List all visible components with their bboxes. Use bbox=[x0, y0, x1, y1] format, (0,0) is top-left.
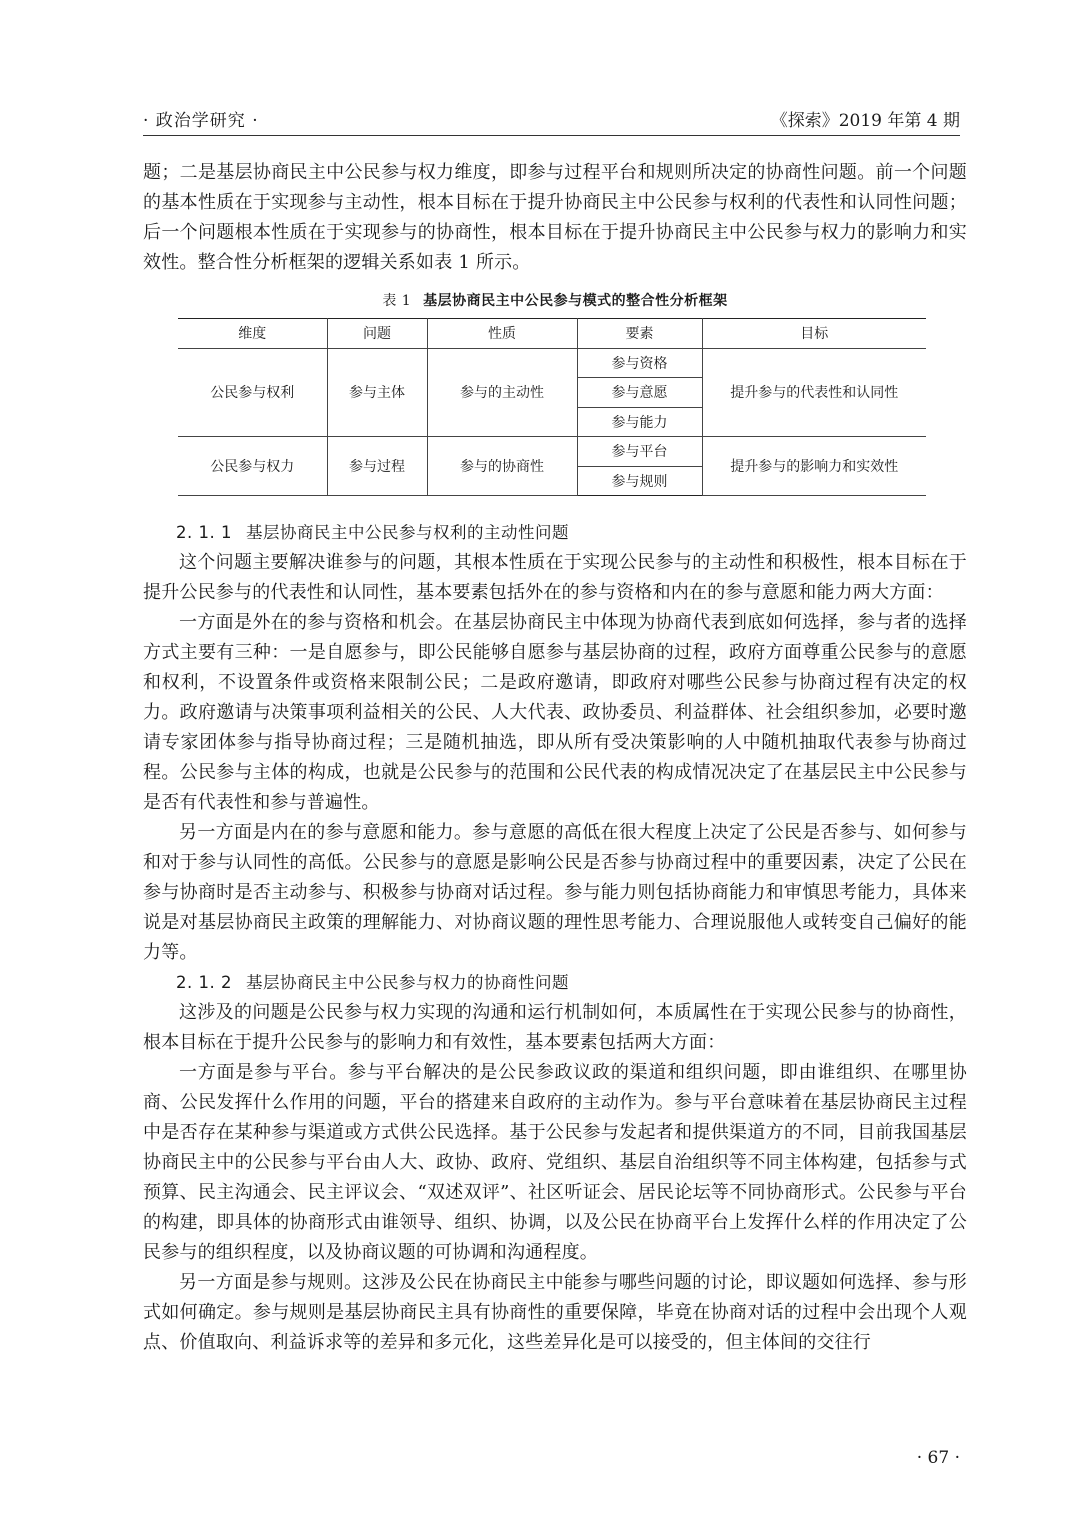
cell-goal-influence: 提升参与的影响力和实效性 bbox=[702, 437, 926, 496]
cell-dimension-rights: 公民参与权利 bbox=[178, 348, 327, 437]
cell-element: 参与规则 bbox=[577, 466, 702, 496]
cell-issue-subject: 参与主体 bbox=[327, 348, 427, 437]
paragraph: 另一方面是参与规则。这涉及公民在协商民主中能参与哪些问题的讨论，即议题如何选择、参与形式如何确定。参与规则是基层协商民主具有协商性的重要保障，毕竟在协商对话的过程中会出现个人观点、价值取向、利益诉求等的差异和多元化，这些差异化是可以接受的，但主体间的交往行 bbox=[143, 1272, 967, 1353]
header-cell-dimension: 维度 bbox=[178, 319, 327, 349]
section-title: 基层协商民主中公民参与权力的协商性问题 bbox=[245, 973, 569, 992]
header-cell-nature: 性质 bbox=[427, 319, 577, 349]
table-row bbox=[178, 437, 926, 467]
cell-element: 参与资格 bbox=[577, 348, 702, 378]
paragraph: 一方面是参与平台。参与平台解决的是公民参政议政的渠道和组织问题，即由谁组织、在哪里协商、公民发挥什么作用的问题，平台的搭建来自政府的主动作为。参与平台意味着在基层协商民主过程中是否存在某种参与渠道或方式供公民选择。基于公民参与发起者和提供渠道方的不同，目前我国基层协商民主中的公民参与平台由人大、政协、政府、党组织、基层自治组织等不同主体构建，包括参与式预算、民主沟通会、民主评议会、“双述双评”、社区听证会、居民论坛等不同协商形式。公民参与平台的构建，即具体的协商形式由谁领导、组织、协调，以及公民在协商平台上发挥什么样的作用决定了公民参与的组织程度，以及协商议题的可协调和沟通程度。 bbox=[143, 1062, 967, 1263]
cell-nature-deliberative: 参与的协商性 bbox=[427, 437, 577, 496]
table-caption bbox=[143, 290, 967, 310]
section-heading-2-1-2 bbox=[143, 968, 967, 998]
cell-dimension-power: 公民参与权力 bbox=[178, 437, 327, 496]
table-header-row bbox=[178, 319, 926, 349]
cell-element: 参与能力 bbox=[577, 407, 702, 437]
table-label: 表 1 bbox=[382, 293, 412, 309]
table-row bbox=[178, 348, 926, 378]
header-cell-goal: 目标 bbox=[702, 319, 926, 349]
paragraph: 这个问题主要解决谁参与的问题，其根本性质在于实现公民参与的主动性和积极性，根本目标在于提升公民参与的代表性和认同性，基本要素包括外在的参与资格和内在的参与意愿和能力两大方面： bbox=[143, 552, 967, 603]
cell-issue-process: 参与过程 bbox=[327, 437, 427, 496]
section-title: 基层协商民主中公民参与权利的主动性问题 bbox=[245, 523, 569, 542]
page-number: · 67 · bbox=[916, 1448, 960, 1468]
table-title: 基层协商民主中公民参与模式的整合性分析框架 bbox=[423, 293, 728, 309]
intro-block bbox=[143, 158, 967, 278]
main-text-block bbox=[143, 518, 967, 1358]
header-cell-issue: 问题 bbox=[327, 319, 427, 349]
cell-nature-initiative: 参与的主动性 bbox=[427, 348, 577, 437]
running-header bbox=[143, 103, 960, 136]
intro-paragraph: 题；二是基层协商民主中公民参与权力维度，即参与过程平台和规则所决定的协商性问题。前一个问题的基本性质在于实现参与主动性，根本目标在于提升协商民主中公民参与权利的代表性和认同性问题；后一个问题根本性质在于实现参与的协商性，根本目标在于提升协商民主中公民参与权力的影响力和实效性。整合性分析框架的逻辑关系如表 1 所示。 bbox=[143, 162, 967, 273]
framework-table bbox=[178, 318, 926, 496]
section-number: 2. 1. 2 bbox=[176, 973, 232, 992]
section-heading-2-1-1 bbox=[143, 518, 967, 548]
header-section: · 政治学研究 · bbox=[143, 111, 259, 131]
paragraph: 这涉及的问题是公民参与权力实现的沟通和运行机制如何，本质属性在于实现公民参与的协商性，根本目标在于提升公民参与的影响力和有效性，基本要素包括两大方面： bbox=[143, 1002, 967, 1053]
header-cell-elements: 要素 bbox=[577, 319, 702, 349]
paragraph: 另一方面是内在的参与意愿和能力。参与意愿的高低在很大程度上决定了公民是否参与、如何参与和对于参与认同性的高低。公民参与的意愿是影响公民是否参与协商过程中的重要因素，决定了公民在参与协商时是否主动参与、积极参与协商对话过程。参与能力则包括协商能力和审慎思考能力，具体来说是对基层协商民主政策的理解能力、对协商议题的理性思考能力、合理说服他人或转变自己偏好的能力等。 bbox=[143, 822, 967, 963]
section-number: 2. 1. 1 bbox=[176, 523, 232, 542]
paragraph: 一方面是外在的参与资格和机会。在基层协商民主中体现为协商代表到底如何选择，参与者的选择方式主要有三种：一是自愿参与，即公民能够自愿参与基层协商的过程，政府方面尊重公民参与的意愿和权利，不设置条件或资格来限制公民；二是政府邀请，即政府对哪些公民参与协商过程有决定的权力。政府邀请与决策事项利益相关的公民、人大代表、政协委员、利益群体、社会组织参加，必要时邀请专家团体参与指导协商过程；三是随机抽选，即从所有受决策影响的人中随机抽取代表参与协商过程。公民参与主体的构成，也就是公民参与的范围和公民代表的构成情况决定了在基层民主中公民参与是否有代表性和参与普遍性。 bbox=[143, 612, 967, 813]
header-journal: 《探索》2019 年第 4 期 bbox=[770, 111, 960, 131]
cell-goal-representativeness: 提升参与的代表性和认同性 bbox=[702, 348, 926, 437]
cell-element: 参与平台 bbox=[577, 437, 702, 467]
cell-element: 参与意愿 bbox=[577, 378, 702, 408]
